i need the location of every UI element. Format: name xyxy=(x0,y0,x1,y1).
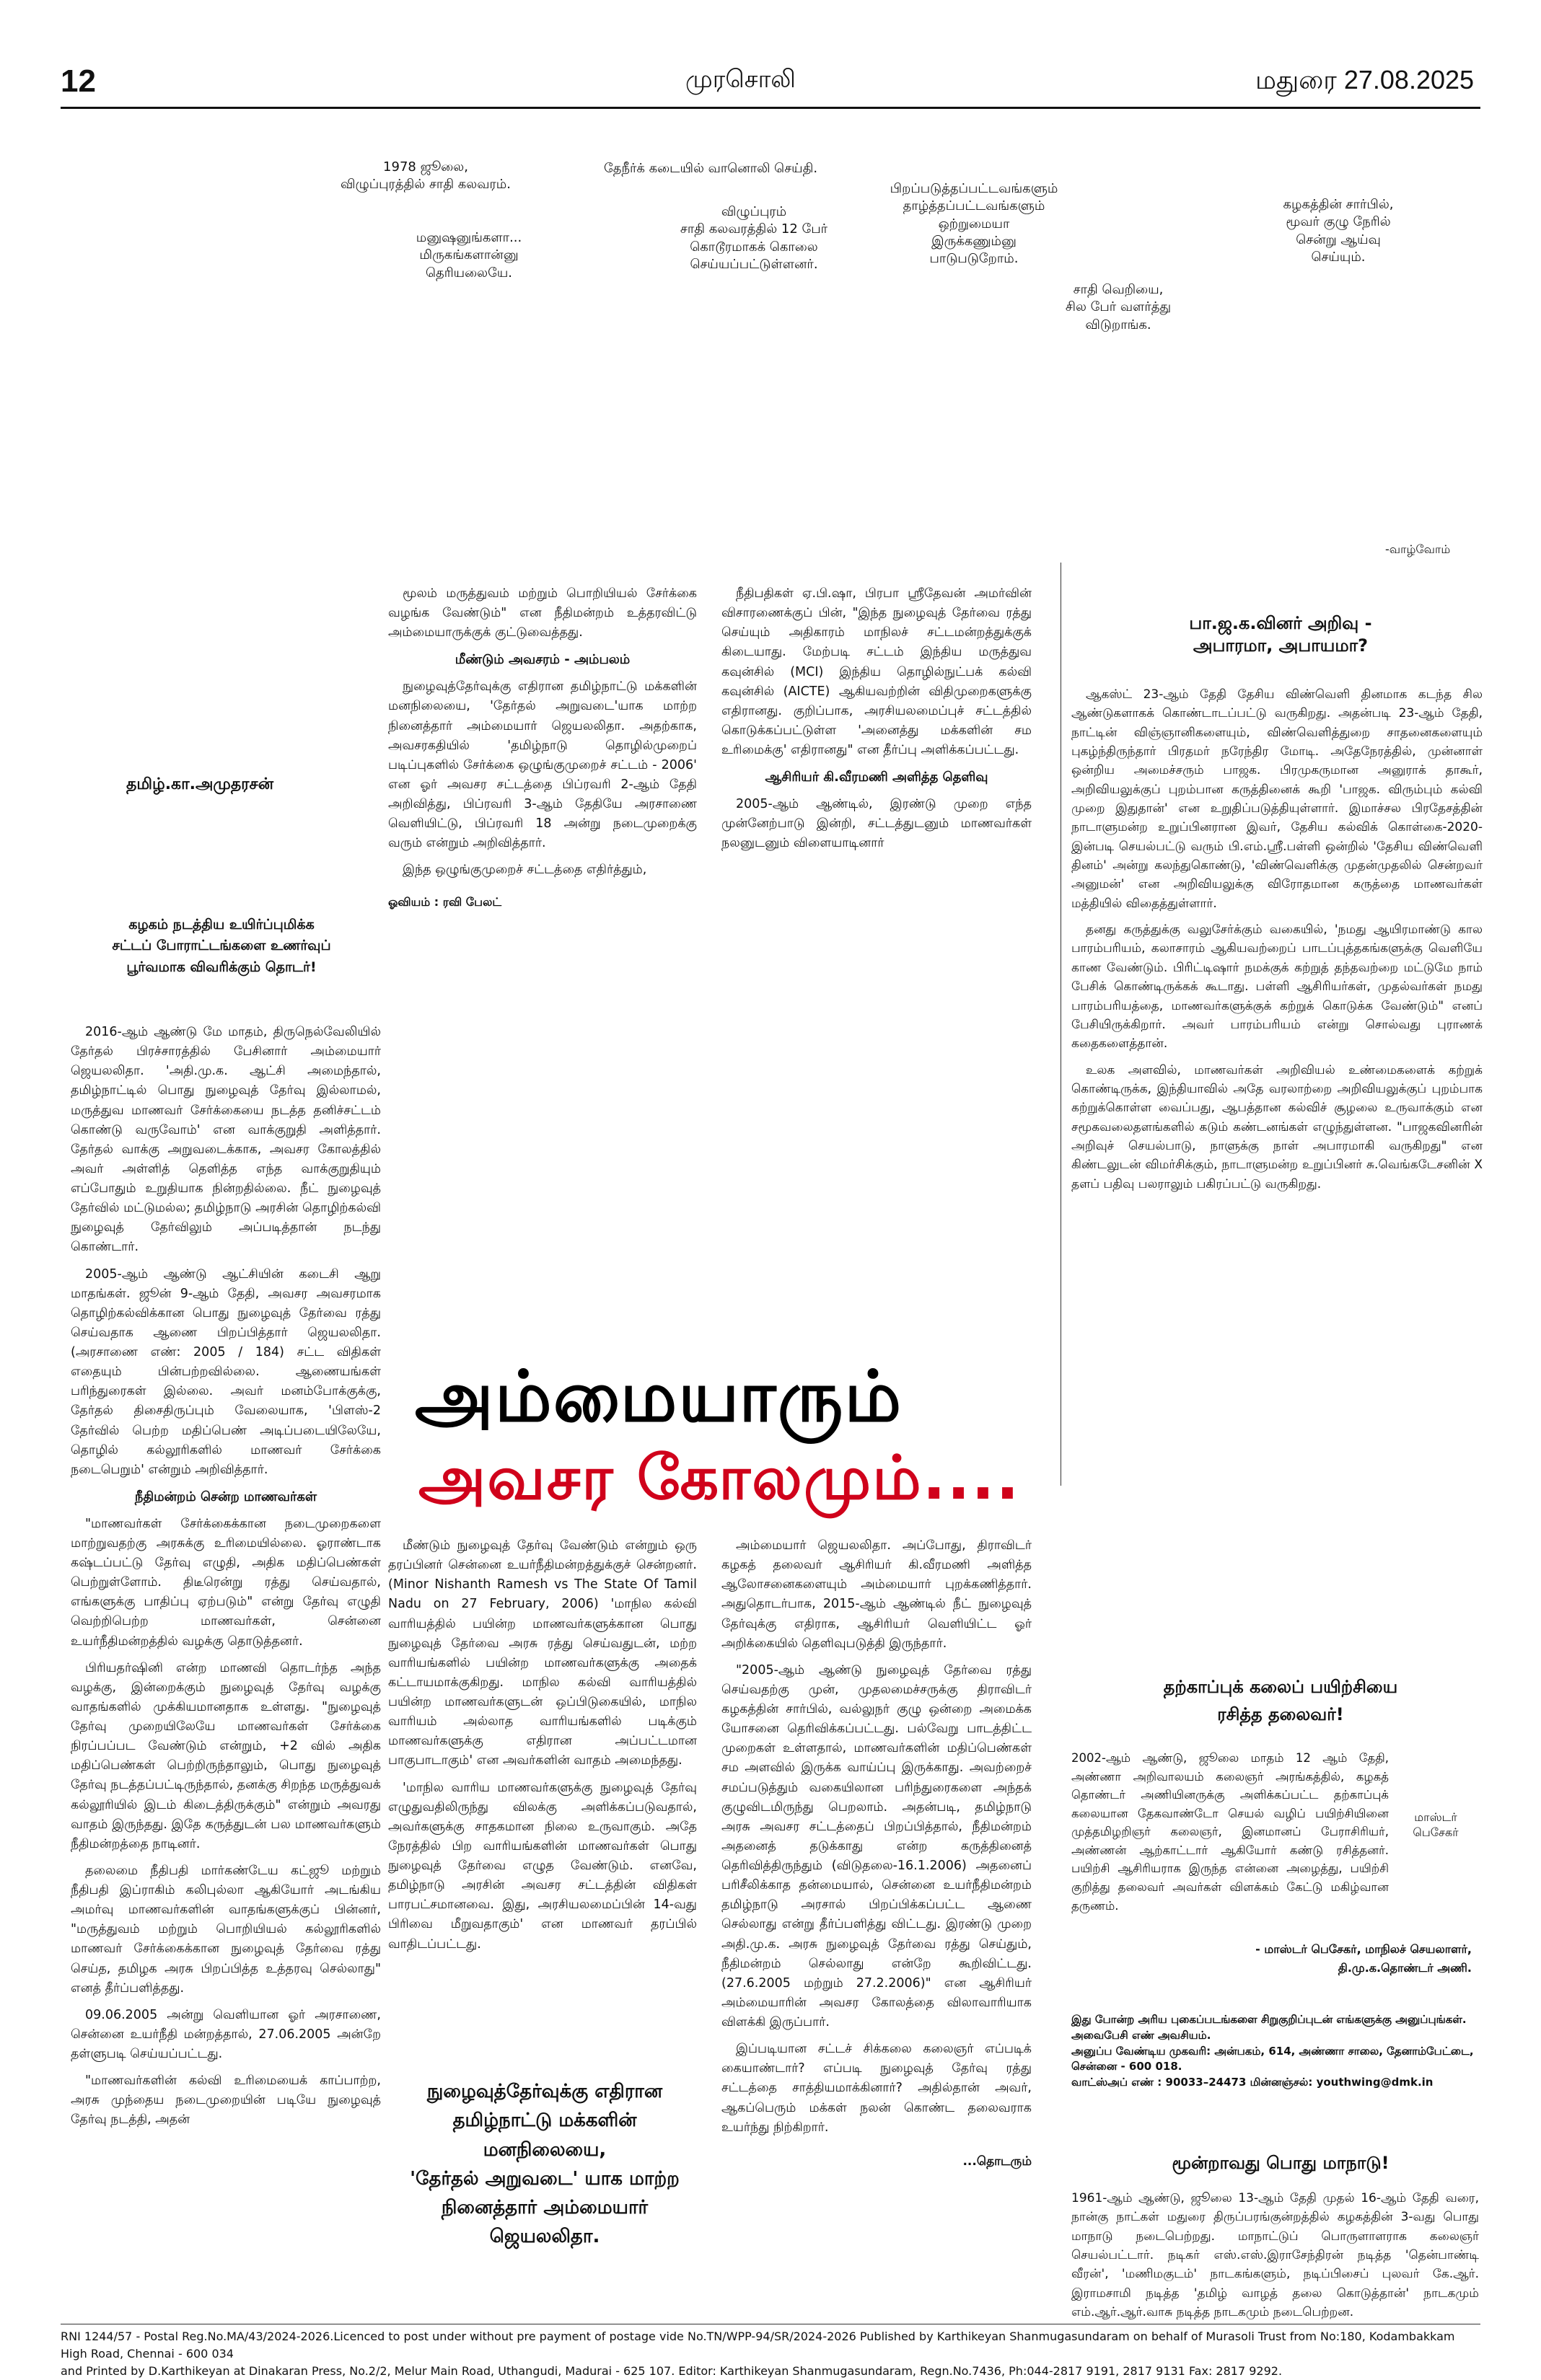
comic-bubble-7: கழகத்தின் சார்பில், மூவர் குழு நேரில் சென்று ஆய்வு செய்யும். xyxy=(1283,197,1394,265)
paragraph: மீண்டும் நுழைவுத் தேர்வு வேண்டும் என்றும் ஒரு தரப்பினர் சென்னை உயர்நீதிமன்றத்துக்குச் சென்றனர். (Minor Nishanth Ramesh vs The State Of Tamil Nadu on 27 February, 2006) 'மாநில கல்வி வாரியத்தில் பயின்ற மாணவர்களுக்கான பொது நுழைவுத் தேர்வை அரசு ரத்து செய்வதுடன், மற்ற வாரியங்களில் பயின்ற மாணவர்களுக்கு அதைக் கட்டாயமாக்குகிறது. மாநில கல்வி வாரியத்தில் பயின்ற மாணவர்களுடன் ஒப்பிடுகையில், மாநில வாரியம் அல்லாத வாரியங்களில் படிக்கும் மாணவர்களுக்கு எதிரான அப்பட்டமான பாகுபாடாகும்' என அவர்களின் வாதம் அமைந்தது. xyxy=(388,1538,697,1768)
paragraph: மூலம் மருத்துவம் மற்றும் பொறியியல் சேர்க்கை வழங்க வேண்டும்" என நீதிமன்றம் உத்தரவிட்டு அம்மையாருக்குக் குட்டுவைத்தது. xyxy=(388,586,697,640)
pull-quote: நுழைவுத்தேர்வுக்கு எதிரான தமிழ்நாட்டு மக்களின் மனநிலையை, 'தேர்தல் அறுவடை' யாக மாற்ற நினைத்தார் அம்மையார் ஜெயலலிதா. xyxy=(410,2081,680,2248)
box2-title: தற்காப்புக் கலைப் பயிற்சியை ரசித்த தலைவர்! xyxy=(1163,1677,1398,1725)
comic-bubble-3: தேநீர்க் கடையில் வானொலி செய்தி. xyxy=(603,161,818,176)
article-column-5 xyxy=(721,1536,1032,2171)
comic-bubble-5: பிறப்படுத்தப்பட்டவங்களும் தாழ்த்தப்பட்டவங்களும் ஒற்றுமையா இருக்கணும்னு பாடுபடுறோம். xyxy=(890,181,1058,267)
footer xyxy=(61,2328,1480,2380)
article-column-1 xyxy=(71,1023,381,2138)
box2-side-note: மாஸ்டர் பெசேகர் xyxy=(1413,1810,1459,1839)
paragraph: தலைமை நீதிபதி மார்கண்டேய கட்ஜூ மற்றும் நீதிபதி இப்ராகிம் கலிபுல்லா ஆகியோர் அடங்கிய அமர்வு மாணவர்களின் வாதங்களுக்குப் பின்னர், "மருத்துவம் மற்றும் பொறியியல் கல்லூரிகளில் மாணவர் சேர்க்கைக்கான நுழைவுத் தேர்வை ரத்து செய்த, தமிழக அரசு பிறப்பித்த உத்தரவு செல்லாது" எனத் தீர்ப்பளித்தது. xyxy=(71,1863,381,1996)
paragraph: "மாணவர்களின் கல்வி உரிமையைக் காப்பாற்ற, அரசு முந்தைய நடைமுறையின் படியே நுழைவுத் தேர்வு நடத்தி, அதன் xyxy=(71,2073,381,2128)
header-rule xyxy=(61,107,1480,109)
box2-credit: - மாஸ்டர் பெசேகர், மாநிலச் செயலாளர், தி.மு.க.தொண்டர் அணி. xyxy=(1255,1942,1472,1975)
footer-line-2: and Printed by D.Karthikeyan at Dinakaran Press, No.2/2, Melur Main Road, Uthangudi, Madurai - 625 107. Editor: Karthikeyan Shanmugasundaram, Regn.No.7436, Ph:044-2817 9191, 2817 9131 Fax: 2817 9292. xyxy=(61,2364,1283,2378)
paragraph: "மாணவர்கள் சேர்க்கைக்கான நடைமுறைகளை மாற்றுவதற்கு அரசுக்கு உரிமையில்லை. ஓராண்டாக கஷ்டப்பட்டு தேர்வு எழுதி, அதிக மதிப்பெண்கள் பெற்றுள்ளோம். திடீரென்று ரத்து செய்வதால், எங்களுக்கு பாதிப்பு ஏற்படும்" என்று தேர்வு எழுதி வெற்றிபெற்ற மாணவர்கள், சென்னை உயர்நீதிமன்றத்தில் வழக்கு தொடுத்தனர். xyxy=(71,1516,381,1649)
paragraph: தனது கருத்துக்கு வலுசேர்க்கும் வகையில், 'நமது ஆயிரமாண்டு கால பாரம்பரியம், கலாசாரம் ஆகியவற்றைப் பாடப்புத்தகங்களுக்கு வெளியே காண வேண்டும். பிரிட்டிஷார் நமக்குக் கற்றுத் தந்தவற்றை மட்டுமே நாம் பேசிக் கொண்டிருக்கக் கூடாது. பள்ளி ஆசிரியர்கள், முதல்வர்கள் நமது பாரம்பரியத்தை, மாணவர்களுக்குக் கற்றுக் கொடுக்க வேண்டும்" எனப் பேசியிருக்கிறார். அவர் பாரம்பரியம் என்று சொல்வது புராணக் கதைகளைத்தான். xyxy=(1071,922,1483,1052)
continued-label: ...தொடரும் xyxy=(962,2154,1032,2169)
paragraph: 2005-ஆம் ஆண்டில், இரண்டு முறை எந்த முன்னேற்பாடு இன்றி, சட்டத்துடனும் மாணவர்கள் நலனுடனும் விளையாடினார் xyxy=(721,797,1032,851)
paragraph: 1961-ஆம் ஆண்டு, ஜூலை 13-ஆம் தேதி முதல் 16-ஆம் தேதி வரை, நான்கு நாட்கள் மதுரை திருப்பரங்குன்றத்தில் கழகத்தின் 3-வது பொது மாநாடு நடைபெற்றது. மாநாட்டுப் பொருளாளராக கலைஞர் செயல்பட்டார். நடிகர் எஸ்.எஸ்.இராசேந்திரன் நடித்த 'தென்பாண்டி வீரன்', 'மணிமகுடம்' நாடகங்களும், நடிப்பிசைப் புலவர் கே.ஆர். இராமசாமி நடித்த 'தமிழ் வாழத் தலை கொடுத்தான்' நாடகமும் எம்.ஆர்.ஆர்.வாசு நடித்த நாடகமும் நடைபெற்றன. xyxy=(1071,2191,1479,2320)
paragraph: 'மாநில வாரிய மாணவர்களுக்கு நுழைவுத் தேர்வு எழுதுவதிலிருந்து விலக்கு அளிக்கப்படுவதால், அவர்களுக்கு சாதகமான நிலை உருவாகும். அதே நேரத்தில் பிற வாரியங்களின் மாணவர்கள் பொது நுழைவுத் தேர்வை எழுத வேண்டும். எனவே, தமிழ்நாடு அரசின் அவசர சட்டத்தின் விதிகள் பாரபட்சமானவை. இது, அரசியலமைப்பின் 14-வது பிரிவை மீறுவதாகும்' என மாணவர் தரப்பில் வாதிடப்பட்டது. xyxy=(388,1780,697,1952)
subheading: ஆசிரியர் கி.வீரமணி அளித்த தெளிவு xyxy=(765,770,988,785)
paragraph: ஆகஸ்ட் 23-ஆம் தேதி தேசிய விண்வெளி தினமாக கடந்த சில ஆண்டுகளாகக் கொண்டாடப்பட்டு வருகிறது. அதன்படி 23-ஆம் தேதி, நாட்டின் விஞ்ஞானிகளையும், விண்வெளித்துறை சாதனைகளையும் புகழ்ந்திருந்தார் பிரதமர் நரேந்திர மோடி. அதேநேரத்தில், முன்னாள் ஒன்றிய அமைச்சரும் பாஜக. பிரமுகருமான அனுராக் தாகூர், அறிவியலுக்குப் புறம்பான கருத்தினைக் கூறி 'பாஜக. விரும்பும் கல்வி முறை இதுதான்' என உறுதிப்படுத்தியுள்ளார். இமாச்சல பிரதேசத்தின் நாடாளுமன்ற உறுப்பினரான இவர், தேசிய கல்விக் கொள்கை-2020-இன்படி செயல்பட்டு வரும் பி.எம்.ஸ்ரீ.பள்ளி ஒன்றில் 'தேசிய விண்வெளி தினம்' அன்று கலந்துகொண்டு, 'விண்வெளிக்கு முதன்முதலில் சென்றவர் அனுமன்' என அறிவியலுக்கு விரோதமான கருத்தை மாணவர்கள் மத்தியில் விதைத்துள்ளார். xyxy=(1071,687,1483,911)
page-number: 12 xyxy=(61,63,96,99)
footer-line-1: RNI 1244/57 - Postal Reg.No.MA/43/2024-2026.Licenced to post under without pre payment of postage vide No.TN/WPP-94/SR/2024-2026 Published by Karthikeyan Shanmugasundaram on behalf of Murasoli Trust from No:180, Kodambakkam High Road, Chennai - 600 034 xyxy=(61,2330,1455,2361)
paragraph: அம்மையார் ஜெயலலிதா. அப்போது, திராவிடர் கழகத் தலைவர் ஆசிரியர் கி.வீரமணி அளித்த ஆலோசனைகளையும் அம்மையார் புறக்கணித்தார். அதுதொடர்பாக, 2015-ஆம் ஆண்டில் நீட் நுழைவுத் தேர்வுக்கு எதிராக, ஆசிரியர் வெளியிட்ட ஓர் அறிக்கையில் தெளிவுபடுத்தி இருந்தார். xyxy=(721,1538,1032,1651)
paragraph: நீதிபதிகள் ஏ.பி.ஷா, பிரபா ஸ்ரீதேவன் அமர்வின் விசாரணைக்குப் பின், "இந்த நுழைவுத் தேர்வை ரத்து செய்யும் அதிகாரம் மாநிலச் சட்டமன்றத்துக்குக் கிடையாது. மேற்படி சட்டம் இந்திய மருத்துவ கவுன்சில் (MCI) இந்திய தொழில்நுட்பக் கல்வி கவுன்சில் (AICTE) ஆகியவற்றின் விதிமுறைகளுக்கு எதிரானது. குறிப்பாக, அரசியலமைப்புச் சட்டத்தில் கொடுக்கப்பட்டுள்ள 'அனைத்து மக்களின் சம உரிமைக்கு' எதிரானது" என தீர்ப்பு அளிக்கப்பட்டது. xyxy=(721,586,1032,757)
comic-caption: -வாழ்வோம் xyxy=(1385,542,1451,556)
paragraph: 2016-ஆம் ஆண்டு மே மாதம், திருநெல்வேலியில் தேர்தல் பிரச்சாரத்தில் பேசினார் அம்மையார் ஜெயலலிதா. 'அதி.மு.க. ஆட்சி அமைந்தால், தமிழ்நாட்டில் பொது நுழைவுத் தேர்வு இல்லாமல், மருத்துவ மாணவர் சேர்க்கையை நடத்த தனிச்சட்டம் கொண்டு வருவோம்' என வாக்குறுதி அளித்தார். தேர்தல் வாக்கு அறுவடைக்காக, அவசர கோலத்தில் அவர் அள்ளித் தெளித்த எந்த வாக்குறுதியும் எப்போதும் உறுதியாக நின்றதில்லை. நீட் நுழைவுத் தேர்வில் மட்டுமல்ல; தமிழ்நாடு அரசின் தொழிற்கல்வி நுழைவுத் தேர்விலும் அப்படித்தான் நடந்து கொண்டார். xyxy=(71,1025,381,1255)
comic-bubble-4: விழுப்புரம் சாதி கலவரத்தில் 12 பேர் கொடூரமாகக் கொலை செய்யப்பட்டுள்ளனர். xyxy=(680,204,828,272)
city-date: மதுரை 27.08.2025 xyxy=(1255,65,1475,94)
box3-body xyxy=(1071,2189,1479,2329)
paper-name: முரசொலி xyxy=(685,65,796,94)
box1-title: பா.ஜ.க.வினர் அறிவு - அபாரமா, அபாயமா? xyxy=(1189,613,1372,656)
article-column-2 xyxy=(388,584,697,911)
subheading: நீதிமன்றம் சென்ற மாணவர்கள் xyxy=(134,1489,317,1504)
subheading: மீண்டும் அவசரம் - அம்பலம் xyxy=(455,652,631,668)
headline-line-1: அம்மையாரும் xyxy=(415,1356,903,1438)
paragraph: இப்படியான சட்டச் சிக்கலை கலைஞர் எப்படிக் கையாண்டார்? எப்படி நுழைவுத் தேர்வு ரத்து சட்டத்தை சாத்தியமாக்கினார்? அதில்தான் அவர், ஆகப்பெரும் மக்கள் நலன் கொண்ட தலைவராக உயர்ந்து நிற்கிறார். xyxy=(721,2042,1032,2135)
paragraph: 09.06.2005 அன்று வெளியான ஓர் அரசாணை, சென்னை உயர்நீதி மன்றத்தால், 27.06.2005 அன்றே தள்ளுபடி செய்யப்பட்டது. xyxy=(71,2007,381,2062)
headline-line-2: அவசர கோலமும்.... xyxy=(418,1442,1021,1513)
box1-body xyxy=(1071,685,1483,1201)
paragraph: பிரியதர்ஷினி என்ற மாணவி தொடர்ந்த அந்த வழக்கு, இன்றைக்கும் நுழைவுத் தேர்வு வழக்கு வாதங்களில் முக்கியமானதாக உள்ளது. "நுழைவுத் தேர்வு முறையிலேயே மாணவர்கள் சேர்க்கை நிரப்பப்பட வேண்டும் என்றும், +2 வில் அதிக மதிப்பெண்கள் பெற்றிருந்தாலும், பொது நுழைவுத் தேர்வு நடத்தப்பட்டிருந்தால், தனக்கு சிறந்த மருத்துவக் கல்லூரியில் இடம் கிடைத்திருக்கும்" என்றும் அவரது வாதம் இருந்தது. இதே கருத்துடன் பல மாணவர்களும் நீதிமன்றத்தை நாடினர். xyxy=(71,1660,381,1851)
paragraph: 2005-ஆம் ஆண்டு ஆட்சியின் கடைசி ஆறு மாதங்கள். ஜூன் 9-ஆம் தேதி, அவசர அவசரமாக தொழிற்கல்விக்கான பொது நுழைவுத் தேர்வை ரத்து செய்வதாக ஆணை பிறப்பித்தார் ஜெயலலிதா. (அரசாணை எண்: 2005 / 184) சட்ட விதிகள் எதையும் பின்பற்றவில்லை. ஆணையங்கள் பரிந்துரைகள் இல்லை. அவர் மனம்போக்குக்கு, தேர்தல் திசைதிருப்பும் வேலையாக, 'பிளஸ்-2 தேர்வில் பெற்ற மதிப்பெண் அடிப்படையிலேயே, தொழில் கல்லூரிகளில் மாணவர் சேர்க்கை நடைபெறும்' என்றும் அறிவித்தார். xyxy=(71,1266,381,1477)
box3-title: மூன்றாவது பொது மாநாடு! xyxy=(1172,2153,1389,2173)
paragraph: 2002-ஆம் ஆண்டு, ஜூலை மாதம் 12 ஆம் தேதி, அண்ணா அறிவாலயம் கலைஞர் அரங்கத்தில், கழகத் தொண்டர் அணியினருக்கு அளிக்கப்பட்ட தற்காப்புக் கலையான தேகவாண்டோ செயல் வழிப் பயிற்சியினை முத்தமிழறிஞர் கலைஞர், இனமானப் பேராசிரியர், அண்ணன் ஆற்காட்டார் ஆகியோர் கண்டு ரசித்தனர். பயிற்சி ஆசிரியராக இருந்த என்னை அழைத்து, பயிற்சி குறித்து தலைவர் அவர்கள் விளக்கம் கேட்டு மகிழ்வான தருணம். xyxy=(1071,1751,1389,1913)
box2-contact: இது போன்ற அரிய புகைப்படங்களை சிறுகுறிப்புடன் எங்களுக்கு அனுப்புங்கள். அவைபேசி எண் அவசியம். அனுப்ப வேண்டிய முகவரி: அன்பகம், 614, அண்ணா சாலை, தேனாம்பேட்டை, சென்னை - 600 018. வாட்ஸ்அப் எண் : 90033–24473 மின்னஞ்சல்: youthwing@dmk.in xyxy=(1071,2013,1474,2089)
comic-bubble-6: சாதி வெறியை, சில பேர் வளர்த்து விடுறாங்க. xyxy=(1065,282,1172,332)
box2-body xyxy=(1071,1749,1389,1922)
paragraph: இந்த ஒழுங்குமுறைச் சட்டத்தை எதிர்த்தும், xyxy=(403,863,647,878)
paragraph: "2005-ஆம் ஆண்டு நுழைவுத் தேர்வை ரத்து செய்வதற்கு முன், முதலமைச்சருக்கு திராவிடர் கழகத்தின் சார்பில், வல்லுநர் குழு ஒன்றை அமைக்க யோசனை தெரிவிக்கப்பட்டது. பல்வேறு பாடத்திட்ட முறைகள் உள்ளதால், மாணவர்களின் மதிப்பெண்கள் சம அளவில் இருக்க வாய்ப்பு இருக்காது. அவற்றைச் சமப்படுத்தும் வகையிலான பரிந்துரைகளை அந்தக் குழுவிடமிருந்து பெறலாம். அதன்படி, தமிழ்நாடு அரசு அவசர சட்டத்தைப் பிறப்பித்தால், நீதிமன்றம் அதனைத் தடுக்காது என்ற கருத்தினைத் தெரிவித்திருந்தும் (விடுதலை-16.1.2006) அதனைப் பரிசீலிக்காத தன்மையால், சென்னை உயர்நீதிமன்றம் தமிழ்நாடு அரசால் பிறப்பிக்கப்பட்ட ஆணை செல்லாது என்று தீர்ப்பளித்து விட்டது. இரண்டு முறை அதி.மு.க. அரசு நுழைவுத் தேர்வை ரத்து செய்தும், நீதிமன்றம் செல்லாது என்றே கூறிவிட்டது. (27.6.2005 மற்றும் 27.2.2006)" என ஆசிரியர் அம்மையாரின் அவசர கோலத்தை விலாவாரியாக விளக்கி இருப்பார். xyxy=(721,1662,1032,2029)
article-column-4 xyxy=(388,1536,697,1962)
article-column-3 xyxy=(721,584,1032,860)
article-intro: கழகம் நடத்திய உயிர்ப்புமிக்க சட்டப் போராட்டங்களை உணர்வுப் பூர்வமாக விவரிக்கும் தொடர்! xyxy=(112,917,331,975)
paragraph: உலக அளவில், மாணவர்கள் அறிவியல் உண்மைகளைக் கற்றுக் கொண்டிருக்க, இந்தியாவில் அதே வரலாற்றை அறிவியலுக்குப் புறம்பாக கற்றுக்கொள்ள வைப்பது, ஆபத்தான கல்விச் சூழலை உருவாக்கும் என சமூகவலைதளங்களில் கடும் கண்டனங்கள் எழுந்துள்ளன. "பாஜகவினரின் அறிவுச் செயல்பாடு, நாளுக்கு நாள் அபாரமாகி வருகிறது" என கிண்டலுடன் விமர்சிக்கும், நாடாளுமன்ற உறுப்பினர் சு.வெங்கடேசனின் X தளப் பதிவு பலராலும் பகிரப்பட்டு வருகிறது. xyxy=(1071,1062,1483,1191)
comic-bubble-1: 1978 ஜூலை, விழுப்புரத்தில் சாதி கலவரம். xyxy=(341,159,511,193)
illustration-credit: ஓவியம் : ரவி பேலட் xyxy=(388,894,502,909)
comic-bubble-2: மனுஷனுங்களா... மிருகங்களான்னு தெரியலையே. xyxy=(416,230,522,281)
article-author: தமிழ்.கா.அமுதரசன் xyxy=(126,775,274,793)
paragraph: நுழைவுத்தேர்வுக்கு எதிரான தமிழ்நாட்டு மக்களின் மனநிலையை, 'தேர்தல் அறுவடை'யாக மாற்ற நினைத்தார் அம்மையார் ஜெயலலிதா. அதற்காக, அவசரகதியில் 'தமிழ்நாடு தொழில்முறைப் படிப்புகளில் சேர்க்கை ஒழுங்குமுறைச் சட்டம் - 2006' என ஓர் அவசர சட்டத்தை பிப்ரவரி 2-ஆம் தேதி அறிவித்து, பிப்ரவரி 3-ஆம் தேதியே அரசாணை வெளியிட்டு, பிப்ரவரி 18 அன்று நடைமுறைக்கு வரும் என்றும் அறிவித்தார். xyxy=(388,679,697,851)
